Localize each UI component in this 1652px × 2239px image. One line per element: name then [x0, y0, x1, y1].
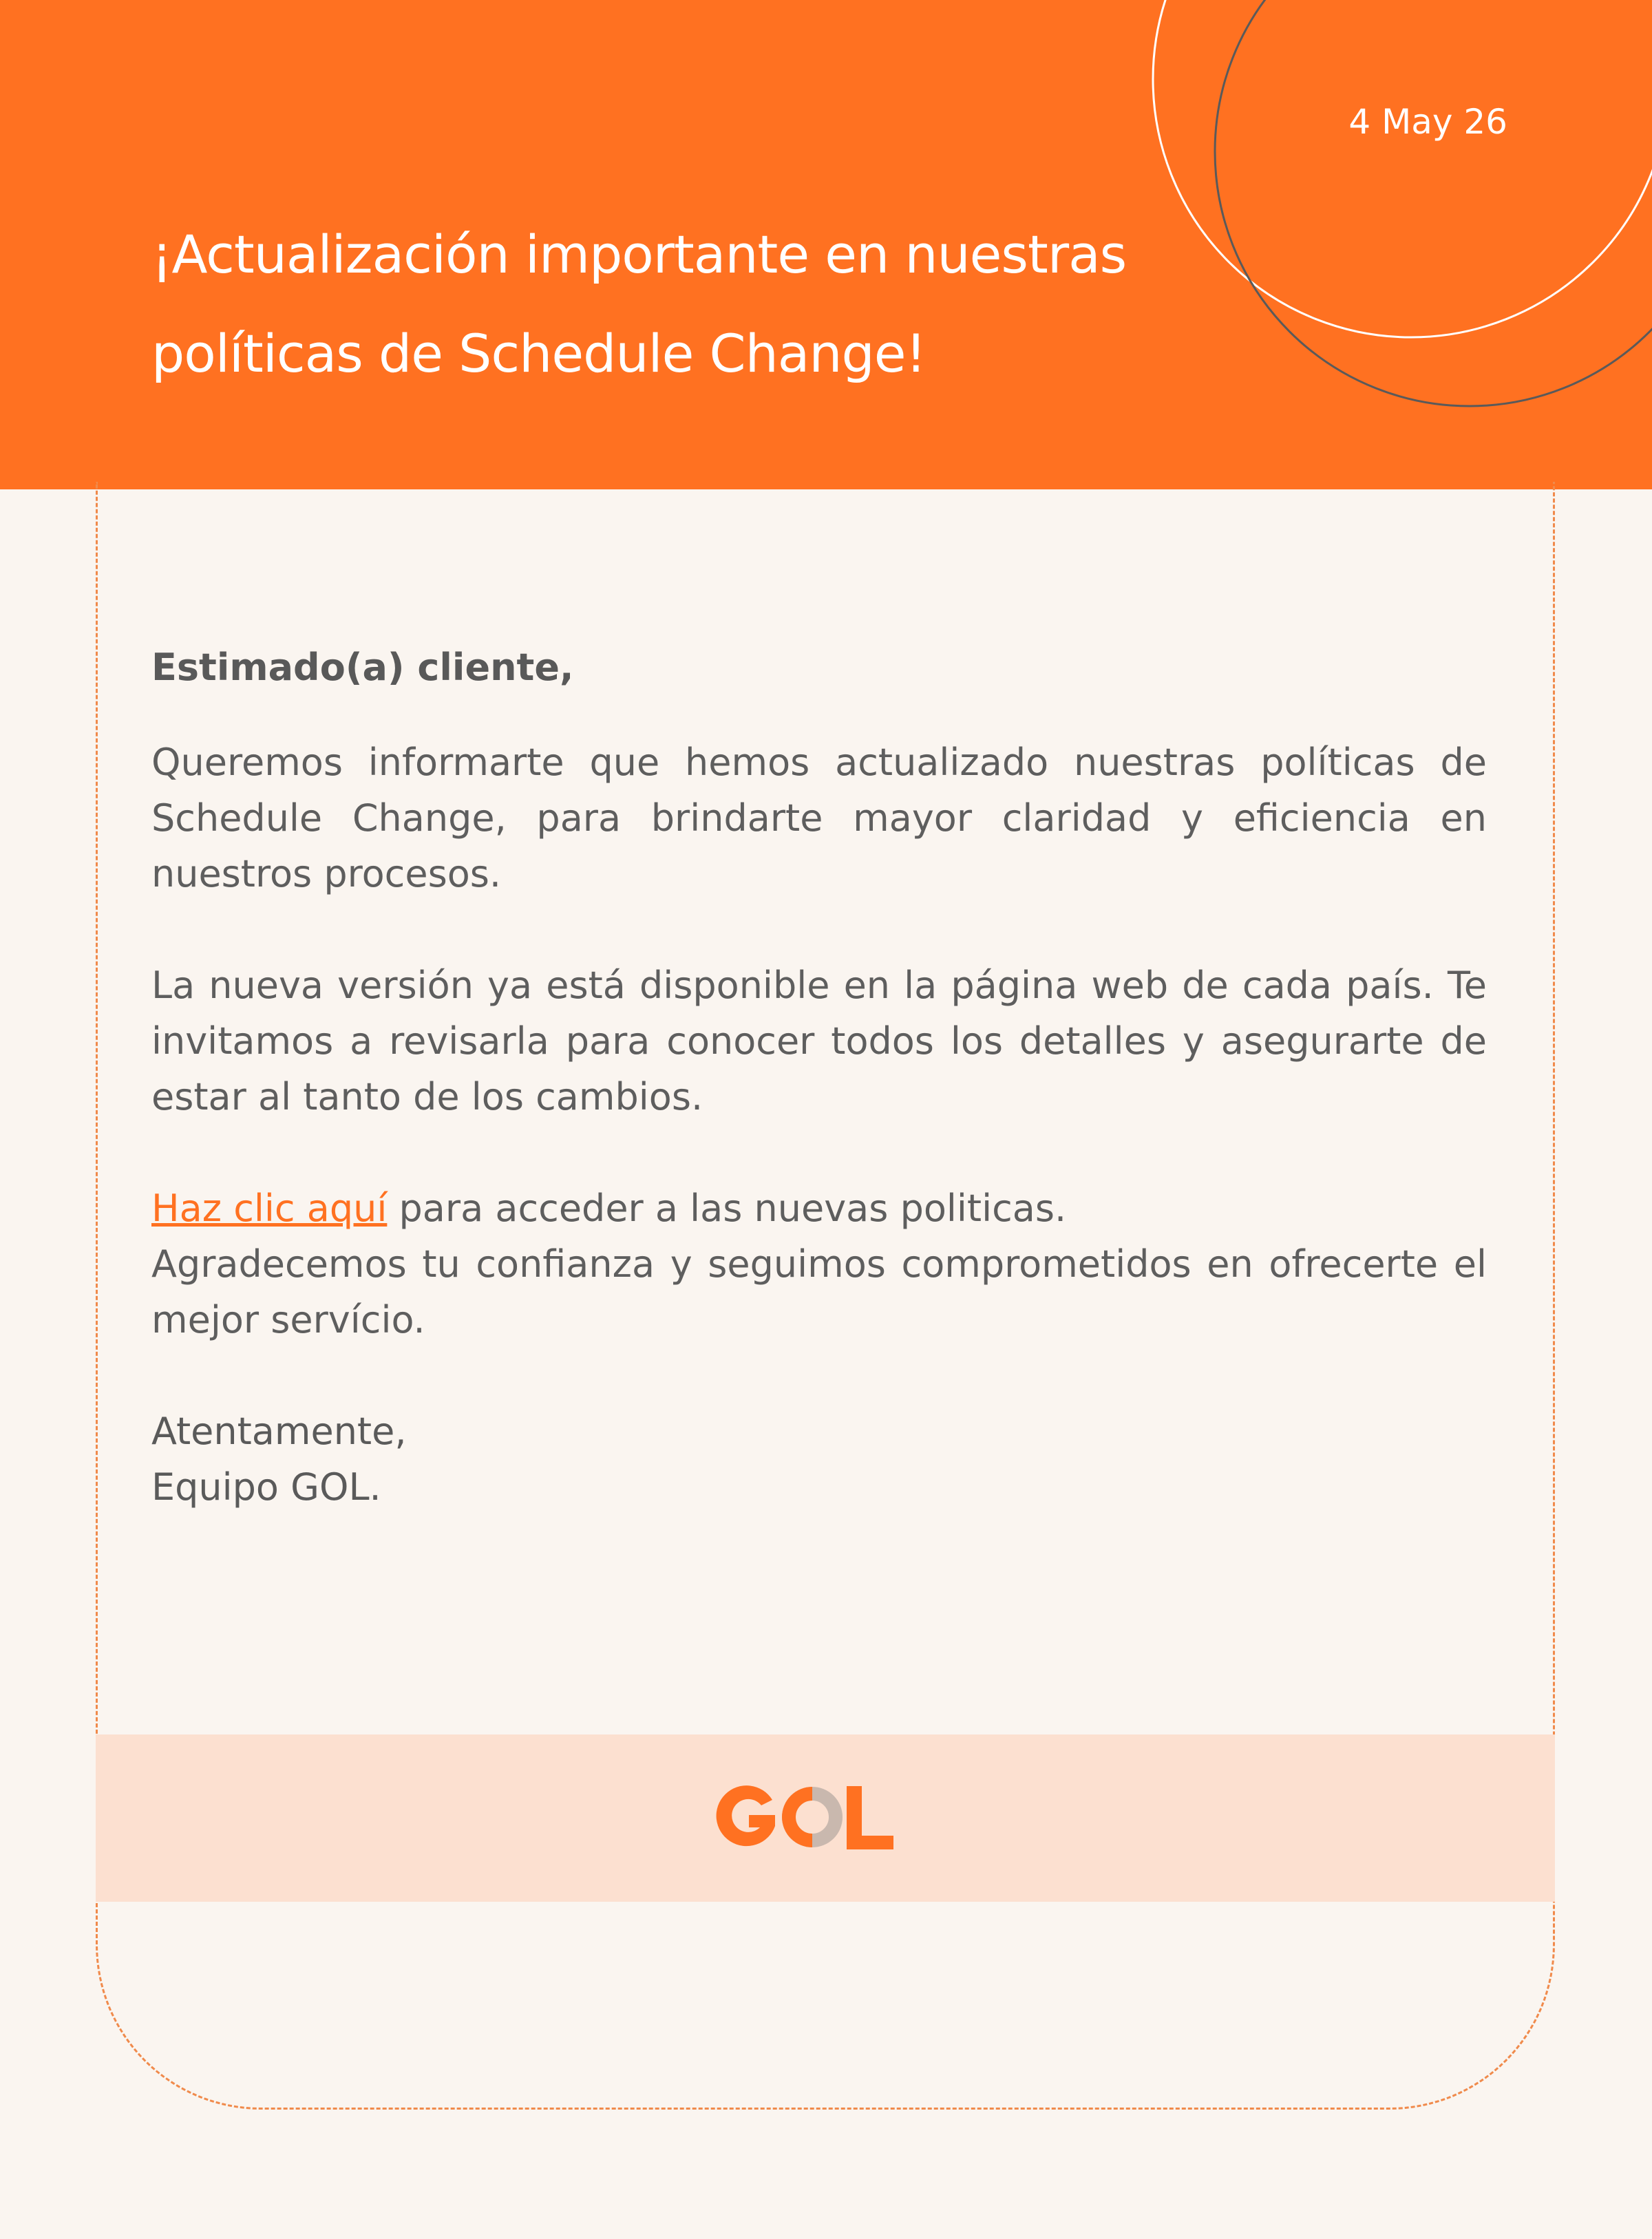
gol-logo — [709, 1779, 895, 1855]
white-ring — [1153, 0, 1652, 337]
signoff-line-1: Atentamente, — [151, 1410, 407, 1453]
gray-ring — [1215, 0, 1652, 406]
policies-link[interactable]: Haz clic aquí — [151, 1187, 388, 1230]
paragraph-intro: Queremos informarte que hemos actualizado nuestras políticas de Schedule Change, para brindarte mayor claridad y eficiencia en nuestros procesos. — [151, 741, 1487, 895]
paragraph-link — [151, 1180, 1487, 1236]
paragraph-availability: La nueva versión ya está disponible en la página web de cada país. Te invitamos a revisarla para conocer todos los detalles y asegurarte de estar al tanto de los cambios. — [151, 964, 1487, 1118]
title-line-1: ¡Actualización importante en nuestras — [151, 224, 1127, 285]
header-banner — [0, 0, 1652, 489]
paragraph-thanks: Agradecemos tu confianza y seguimos comprometidos en ofrecerte el mejor servício. — [151, 1242, 1487, 1341]
date-label: 4 May 26 — [1348, 102, 1507, 142]
message-body — [151, 637, 1487, 1515]
signoff — [151, 1403, 1487, 1515]
title-line-2: políticas de Schedule Change! — [151, 323, 926, 384]
signoff-line-2: Equipo GOL. — [151, 1465, 381, 1509]
greeting: Estimado(a) cliente, — [151, 646, 574, 689]
page-title — [151, 205, 1184, 403]
link-suffix: para acceder a las nuevas politicas. — [387, 1187, 1067, 1230]
